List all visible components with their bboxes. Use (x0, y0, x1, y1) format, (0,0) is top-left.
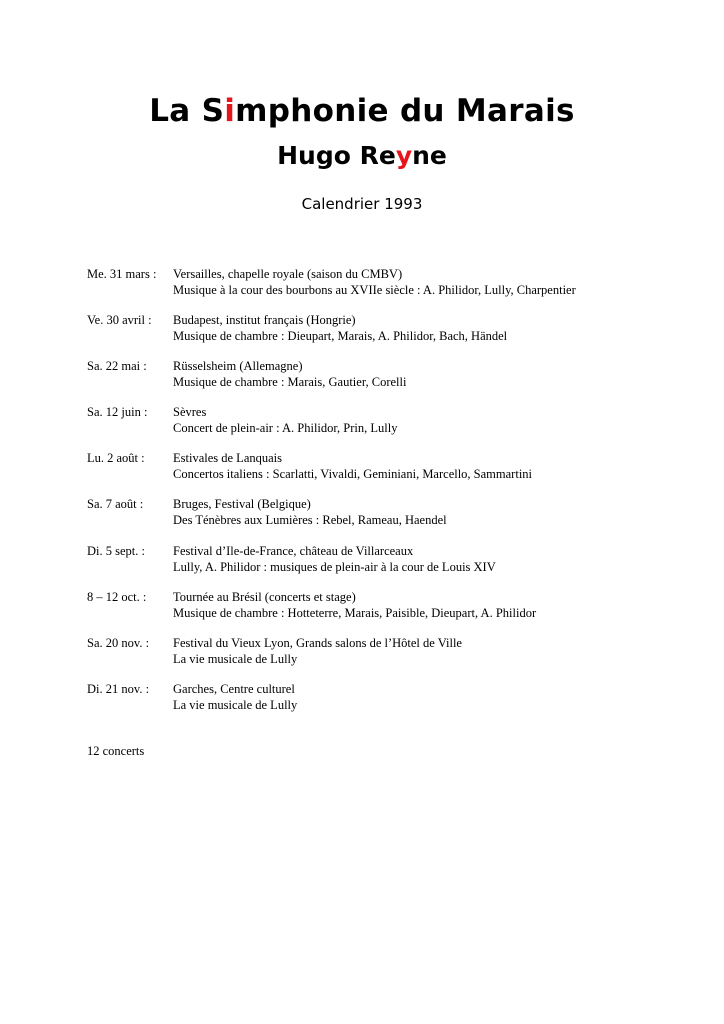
event-row (87, 496, 707, 542)
event-row (87, 266, 707, 312)
event-place: Bruges, Festival (Belgique) (173, 497, 311, 512)
event-date: 8 – 12 oct. : (87, 589, 147, 604)
event-row (87, 543, 707, 589)
event-place: Festival d’Ile-de-France, château de Villarceaux (173, 543, 414, 558)
event-row (87, 404, 707, 450)
event-place: Rüsselsheim (Allemagne) (173, 359, 303, 374)
event-row (87, 312, 707, 358)
event-list (87, 266, 707, 727)
event-program: Concert de plein-air : A. Philidor, Prin, Lully (173, 421, 398, 436)
subtitle-highlight-letter: y (395, 141, 413, 170)
event-date: Sa. 20 nov. : (87, 635, 150, 650)
event-place: Garches, Centre culturel (173, 681, 295, 696)
title-part-3: mphonie du Marais (235, 93, 575, 129)
event-row (87, 681, 707, 727)
event-place: Estivales de Lanquais (173, 451, 282, 466)
event-program: Lully, A. Philidor : musiques de plein-air à la cour de Louis XIV (173, 559, 496, 574)
event-date: Lu. 2 août : (87, 451, 145, 466)
event-row (87, 450, 707, 496)
page-title (0, 93, 724, 129)
event-date: Sa. 12 juin : (87, 405, 148, 420)
title-part-1: La S (149, 93, 225, 129)
subtitle-part-1: Hugo Re (277, 141, 396, 170)
event-row (87, 635, 707, 681)
event-program: Des Ténèbres aux Lumières : Rebel, Rameau, Haendel (173, 513, 447, 528)
event-program: Concertos italiens : Scarlatti, Vivaldi, Geminiani, Marcello, Sammartini (173, 467, 533, 482)
calendar-title: Calendrier 1993 (301, 195, 423, 213)
event-place: Tournée au Brésil (concerts et stage) (173, 589, 356, 604)
event-place: Sèvres (173, 405, 207, 420)
event-place: Versailles, chapelle royale (saison du CMBV) (173, 267, 403, 281)
event-row (87, 358, 707, 404)
event-date: Di. 21 nov. : (87, 681, 150, 696)
event-program: Musique de chambre : Dieupart, Marais, A. Philidor, Bach, Händel (173, 329, 508, 344)
event-program: Musique de chambre : Marais, Gautier, Corelli (173, 375, 407, 390)
title-highlight-letter: i (224, 93, 236, 129)
concert-total: 12 concerts (87, 744, 145, 758)
event-place: Festival du Vieux Lyon, Grands salons de l’Hôtel de Ville (173, 635, 462, 650)
event-date: Ve. 30 avril : (87, 313, 152, 328)
event-date: Sa. 22 mai : (87, 359, 147, 374)
subtitle-part-3: ne (412, 141, 447, 170)
event-program: La vie musicale de Lully (173, 651, 298, 666)
event-program: Musique de chambre : Hotteterre, Marais, Paisible, Dieupart, A. Philidor (173, 605, 537, 620)
event-place: Budapest, institut français (Hongrie) (173, 313, 356, 328)
event-date: Di. 5 sept. : (87, 543, 145, 558)
event-date: Me. 31 mars : (87, 267, 157, 281)
event-program: Musique à la cour des bourbons au XVIIe siècle : A. Philidor, Lully, Charpentier (173, 283, 576, 297)
page-subtitle (0, 141, 724, 170)
event-program: La vie musicale de Lully (173, 697, 298, 712)
event-date: Sa. 7 août : (87, 497, 144, 512)
event-row (87, 589, 707, 635)
